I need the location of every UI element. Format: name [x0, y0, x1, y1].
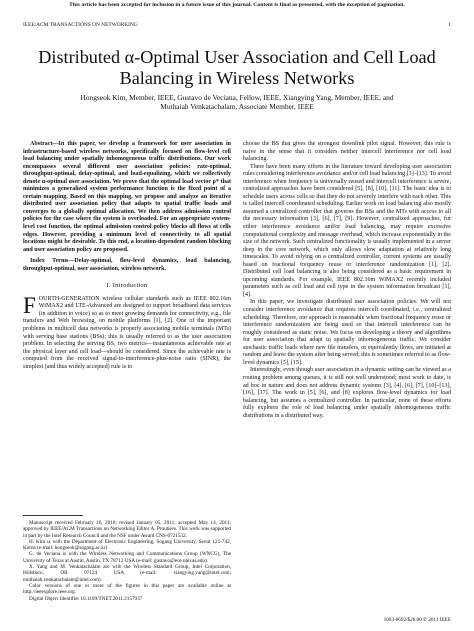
left-column	[23, 141, 231, 371]
right-column	[243, 141, 451, 420]
index-terms: Index Terms—Delay-optimal, flow-level dynamics, load balancing, throughput-optimal, user association, wireless network.	[23, 258, 231, 272]
footnote-manuscript: Manuscript received February 16, 2010; revised January 05, 2011; accepted May 14, 2011; approved by IEEE/ACM Transactions on Networking Editor A. Proutiere. This work was supported in part by the Intel Research Council and the NSF under Award CNS-0721532.	[23, 520, 231, 539]
intro-paragraph	[23, 292, 231, 371]
acceptance-notice: This article has been accepted for inclusion in a future issue of this journal. Content is final as presented, with the exception of pagination.	[69, 2, 405, 8]
abstract: Abstract—In this paper, we develop a framework for user association in infrastructure-based wireless networks, specifically focused on flow-level cell load balancing under spatially inhomogeneous traffic distributions. Our work encompasses several different user association policies: rate-optimal, throughput-optimal, delay-optimal, and load-equalizing, which we collectively denote α-optimal user association. We prove that the optimal load vector ρ* that minimizes a generalized system performance function is the fixed point of a certain mapping. Based on this mapping, we propose and analyze an iterative distributed user association policy that adapts to spatial traffic loads and converges to a globally optimal allocation. We then address admission control policies for the case where the system is overloaded. For an appropriate system-level cost function, the optimal admission control policy blocks all flows at cells edges. However, providing a minimum level of connectivity to all spatial locations might be desirable. To this end, a location-dependent random blocking and user association policy are proposed.	[23, 141, 231, 253]
journal-name: IEEE/ACM TRANSACTIONS ON NETWORKING	[23, 22, 138, 28]
body-paragraph: In this paper, we investigate distributed user association policies. We will not consider interference avoidance that requires intercell coordinated, i.e., centralized scheduling. Therefore, our approach is reasonable when fractional frequency reuse or interference randomization are being used so that intercell interference can be roughly considered as static noise. We focus on developing a theory and algorithms for user association that adapt to spatially inhomogeneous traffic. We consider stochastic traffic loads where new file transfers, or equivalently flows, are initiated at random and leave the system after being served; this is sometimes referred to as flow-level dynamics [5], [15].	[243, 299, 451, 366]
footnote-color-versions: Color versions of one or more of the figures in this paper are available online at http://ieeexplore.ieee.org.	[23, 582, 231, 596]
body-paragraph: choose the BS that gives the strongest downlink pilot signal. However, this rule is naive in the sense that it considers neither intercell interference nor cell load balancing.	[243, 141, 451, 163]
footnotes	[23, 515, 231, 602]
paper-title: Distributed α-Optimal User Association and Cell Load Balancing in Wireless Networks	[38, 47, 436, 88]
running-head	[23, 22, 451, 28]
copyright-line: 1063-6692/$26.00 © 2011 IEEE	[383, 617, 451, 623]
author-line-2: Muthaiah Venkatachalam, Associate Member, IEEE	[160, 102, 314, 112]
author-line-1: Hongseok Kim, Member, IEEE, Gustavo de Veciana, Fellow, IEEE, Xiangying Yang, Member, IEEE, and	[80, 93, 394, 102]
body-paragraph: There have been many efforts in the literature toward developing user association rules considering interference avoidance and/or cell load balancing [3]–[13]. To avoid interference when frequency is universally reused and intercell interference is severe, centralized approaches have been considered [5], [8], [10], [11]. The basic idea is to schedule users across cells so that they do not severely interfere with each other. This is called intercell coordinated scheduling. Earlier work on load balancing also mostly assumed a centralized controller that governs the BSs and the MTs with access to all the necessary information [3], [6], [7], [9]. However, centralized approaches, for either interference avoidance and/or load balancing, may require excessive computational complexity and message overhead, which increase exponentially in the size of the network. Such centralized functionality is usually implemented in a server deep in the core network, which only allows slow adaptation at relatively long timescales. To avoid relying on a centralized controller, current systems are usually based on fractional frequency reuse or interference randomization [1], [2]. Distributed cell load balancing is also being considered as a basic requirement in upcoming standards. For example, IEEE 802.16m WiMAX2 recently included parameters such as cell load and cell type in the system information broadcast [1], [4].	[243, 163, 451, 298]
drop-cap: F	[23, 292, 36, 318]
body-paragraph: Interestingly, even though user association in a dynamic setting can be viewed as a routing problem among queues, it is still not well understood; most work to date, is ad hoc in nature and does not address dynamic systems [3], [4], [6], [7], [10]–[13], [16], [17]. The work in [5], [6], and [8] explores flow-level dynamics for load balancing, but assumes a centralized controller. In particular, none of these efforts fully explores the role of load balancing under spatially inhomogeneous traffic distributions in a distributed way.	[243, 367, 451, 419]
footnote-author-deveciana: G. de Veciana is with the Wireless Networking and Communications Group (WNCG), The University of Texas at Austin, Austin, TX 78712 USA (e-mail: gustavo@ece.utexas.edu).	[23, 551, 231, 564]
footnote-author-kim: H. Kim is with the Department of Electronic Engineering, Sogang University, Seoul 121-742, Korea (e-mail: hongseok@sogang.ac.kr).	[23, 538, 231, 552]
footnote-doi: Digital Object Identifier 10.1109/TNET.2011.2157937	[29, 595, 143, 602]
footnote-rule	[23, 515, 83, 516]
section-heading-introduction: I. Introduction	[106, 282, 148, 290]
intro-text: OURTH-GENERATION wireless cellular standards such as IEEE 802.16m WiMAX2 and LTE-Advanced are designed to support broadband data services (in addition to voice) so as to meet growing demands for connectivity, e.g., file transfers and Web browsing, on mobile platforms [1], [2]. One of the important problems in multicell data networks is properly associating mobile terminals (MTs) with serving base stations (BSs); this is usually referred to as the user association problem. In selecting the serving BS, two metrics—instantaneous achievable rate at the physical layer and cell load—should be considered. Since the achievable rate is computed from the received signal-to-interference-plus-noise ratio (SINR), the simplest (and thus widely accepted) rule is to	[23, 295, 231, 370]
footnote-authors-intel: X. Yang and M. Venkatachalam are with the Wireless Standard Group, Intel Corporation, Hillsboro, OR 97124 USA (e-mail: xiangying.yang@intel.com; muthaiah.venkatachalam@intel.com).	[23, 564, 231, 583]
author-list	[40, 93, 434, 111]
page-number: 1	[448, 22, 451, 28]
